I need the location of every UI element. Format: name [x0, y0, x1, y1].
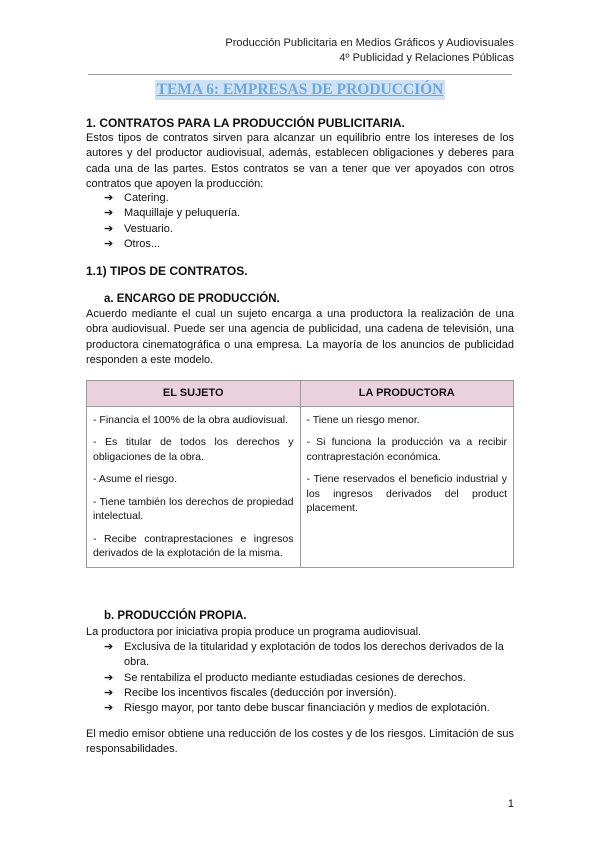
sujeto-cell	[87, 406, 301, 567]
list-item-text: Vestuario.	[124, 222, 173, 235]
subsection-a-heading: a. ENCARGO DE PRODUCCIÓN.	[104, 293, 280, 305]
list-item-text: Riesgo mayor, por tanto debe buscar financiación y medios de explotación.	[124, 702, 490, 715]
arrow-icon: ➔	[104, 702, 114, 715]
arrow-icon: ➔	[104, 207, 114, 220]
list-item-text: Recibe los incentivos fiscales (deducción por inversión).	[124, 686, 397, 699]
subsection-b-heading: b. PRODUCCIÓN PROPIA.	[104, 610, 247, 622]
section-1-paragraph: Estos tipos de contratos sirven para alcanzar un equilibrio entre los intereses de los autores y del productor audiovisual, además, establecen obligaciones y deberes para cada una de las partes. Estos contratos se van a tener que ver apoyados con otros contratos que apoyen la producción:	[86, 132, 514, 190]
table-item: - Recibe contraprestaciones e ingresos derivados de la explotación de la misma.	[93, 532, 294, 559]
title-wrap	[0, 80, 600, 100]
closing-paragraph: El medio emisor obtiene una reducción de los costes y de los riesgos. Limitación de sus responsabilidades.	[86, 728, 515, 756]
document-title: TEMA 6: EMPRESAS DE PRODUCCIÓN	[156, 81, 444, 98]
support-contracts-list	[104, 191, 240, 252]
section-1-1-heading: 1.1) TIPOS DE CONTRATOS.	[86, 264, 248, 278]
table-item: - Asume el riesgo.	[93, 473, 178, 485]
list-item-text: Catering.	[124, 192, 169, 204]
arrow-icon: ➔	[104, 671, 114, 684]
productora-cell	[300, 406, 514, 567]
table-item: - Tiene reservados el beneficio industrial y los ingresos derivados del product placement.	[306, 473, 507, 514]
arrow-icon: ➔	[104, 237, 114, 250]
table-header-sujeto: EL SUJETO	[87, 381, 301, 407]
list-item	[104, 701, 514, 716]
list-item	[104, 191, 240, 206]
contract-comparison-table	[86, 380, 514, 568]
section-1-heading: 1. CONTRATOS PARA LA PRODUCCIÓN PUBLICITARIA.	[86, 116, 405, 130]
list-item	[104, 686, 514, 701]
header-divider	[88, 74, 512, 75]
table-header-productora: LA PRODUCTORA	[300, 381, 514, 407]
arrow-icon: ➔	[104, 641, 114, 653]
list-item-text: Maquillaje y peluquería.	[124, 207, 241, 220]
subsection-b-paragraph: La productora por iniciativa propia produce un programa audiovisual.	[86, 626, 422, 638]
table-item: - Tiene un riesgo menor.	[306, 413, 420, 426]
arrow-icon: ➔	[104, 222, 114, 235]
list-item	[104, 222, 240, 237]
table-item: - Si funciona la producción va a recibir contraprestación económica.	[306, 436, 507, 463]
arrow-icon: ➔	[104, 686, 114, 699]
subsection-a-paragraph: Acuerdo mediante el cual un sujeto encarga a una productora la realización de una obra audiovisual. Puede ser una agencia de publicidad, una cadena de televisión, una productora cinematográfica o una empresa. La mayoría de los anuncios de publicidad responden a este modelo.	[86, 308, 514, 366]
list-item	[104, 671, 514, 686]
list-item	[104, 206, 240, 221]
header-course: Producción Publicitaria en Medios Gráficos y Audiovisuales	[225, 37, 514, 49]
list-item-text: Otros...	[124, 237, 161, 250]
arrow-icon: ➔	[104, 192, 114, 204]
page-number: 1	[507, 798, 514, 810]
page-header	[225, 36, 514, 66]
own-production-list	[104, 640, 514, 716]
header-degree: 4º Publicidad y Relaciones Públicas	[339, 52, 514, 64]
list-item	[104, 640, 514, 671]
list-item-text: Exclusiva de la titularidad y explotación de todos los derechos derivados de la obra.	[124, 641, 504, 669]
list-item-text: Se rentabiliza el producto mediante estudiadas cesiones de derechos.	[124, 671, 466, 684]
table-item: - Es titular de todos los derechos y obligaciones de la obra.	[93, 436, 294, 463]
table-item: - Financia el 100% de la obra audiovisual.	[93, 413, 288, 426]
table-item: - Tiene también los derechos de propiedad intelectual.	[93, 495, 294, 522]
list-item	[104, 237, 240, 252]
